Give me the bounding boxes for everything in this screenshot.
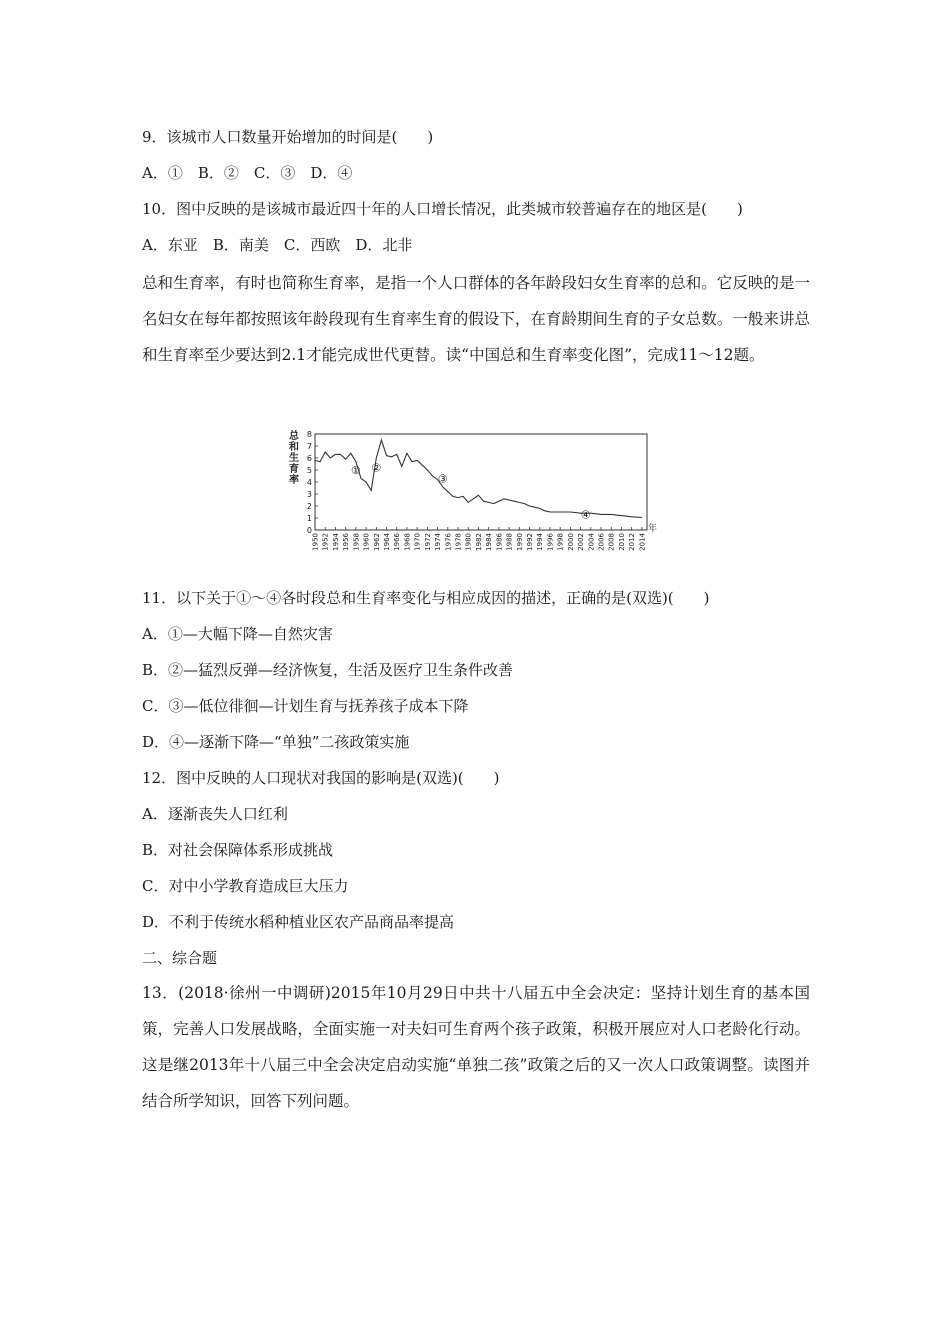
x-tick-label: 2006: [597, 533, 606, 551]
x-tick-label: 1988: [505, 533, 514, 551]
x-tick-label: 1954: [331, 533, 340, 551]
x-tick-label: 1966: [393, 533, 402, 551]
x-tick-label: 1970: [413, 533, 422, 551]
x-tick-label: 1978: [454, 533, 463, 551]
q11-option-d: D．④—逐渐下降—“单独”二孩政策实施: [142, 733, 410, 751]
q11-option-b: B．②—猛烈反弹—经济恢复，生活及医疗卫生条件改善: [142, 661, 514, 679]
x-tick-label: 2012: [628, 533, 637, 551]
x-tick-label: 2014: [638, 533, 647, 551]
x-tick-label: 1968: [403, 533, 412, 551]
q9-options: A．① B．② C．③ D．④: [142, 164, 353, 182]
q12-stem: 12．图中反映的人口现状对我国的影响是(双选)( ): [142, 769, 500, 787]
fertility-rate-chart: [285, 428, 675, 568]
y-axis-title-char: 育: [289, 464, 299, 475]
y-axis-title-char: 和: [289, 442, 299, 453]
q12-option-d: D．不利于传统水稻种植业区农产品商品率提高: [142, 913, 455, 931]
x-tick-label: 1996: [546, 533, 555, 551]
q11-option-c: C．③—低位徘徊—计划生育与抚养孩子成本下降: [142, 697, 469, 715]
x-tick-label: 1962: [372, 533, 381, 551]
x-tick-label: 1958: [352, 533, 361, 551]
annotation-label: ②: [371, 461, 382, 475]
x-tick-label: 2004: [587, 533, 596, 551]
x-tick-label: 1950: [311, 533, 320, 551]
x-tick-label: 2000: [566, 533, 575, 551]
y-axis-title-char: 总: [289, 431, 299, 442]
x-tick-label: 1956: [342, 533, 351, 551]
annotation-label: ①: [350, 464, 361, 477]
y-axis-title-char: 率: [289, 475, 299, 486]
q12-option-c: C．对中小学教育造成巨大压力: [142, 877, 349, 895]
x-tick-label: 1964: [383, 533, 392, 551]
q11-option-a: A．①—大幅下降—自然灾害: [142, 625, 333, 643]
x-tick-label: 1960: [362, 533, 371, 551]
x-tick-label: 2002: [577, 533, 586, 551]
plot-frame: [315, 434, 647, 530]
y-tick-label: 4: [306, 478, 312, 487]
x-tick-label: 1994: [536, 533, 545, 551]
q10-options: A．东亚 B．南美 C．西欧 D．北非: [142, 236, 413, 254]
annotation-label: ④: [580, 508, 591, 522]
section-title: 二、综合题: [142, 949, 218, 967]
x-tick-label: 1984: [485, 533, 494, 551]
q12-option-a: A．逐渐丧失人口红利: [142, 805, 288, 823]
y-tick-label: 3: [306, 490, 312, 499]
x-tick-label: 1982: [474, 533, 483, 551]
q11-stem: 11．以下关于①～④各时段总和生育率变化与相应成因的描述，正确的是(双选)( ): [142, 589, 710, 607]
x-tick-label: 1980: [464, 533, 473, 551]
y-tick-label: 0: [306, 526, 312, 535]
x-axis-label: 年: [648, 524, 658, 534]
y-axis-title-char: 生: [289, 453, 299, 464]
q10-stem: 10．图中反映的是该城市最近四十年的人口增长情况，此类城市较普遍存在的地区是( ): [142, 200, 743, 218]
x-tick-label: 1998: [556, 533, 565, 551]
x-tick-label: 1972: [423, 533, 432, 551]
series-line: [315, 440, 642, 517]
q13-paragraph: 13．(2018·徐州一中调研)2015年10月29日中共十八届五中全会决定：坚持计划生育的基本国策，完善人口发展战略，全面实施一对夫妇可生育两个孩子政策，积极开展应对人口老龄化行动。这是继2013年十八届三中全会决定启动实施“单独二孩”政策之后的又一次人口政策调整。读图并结合所学知识，回答下列问题。: [142, 984, 810, 1110]
y-tick-label: 2: [306, 502, 312, 511]
q9-stem: 9．该城市人口数量开始增加的时间是( ): [142, 128, 434, 146]
x-tick-label: 1992: [526, 533, 535, 551]
y-tick-label: 5: [306, 466, 312, 475]
y-tick-label: 7: [306, 442, 312, 451]
x-tick-label: 1976: [444, 533, 453, 551]
y-tick-label: 1: [306, 514, 312, 523]
q12-option-b: B．对社会保障体系形成挑战: [142, 841, 334, 859]
x-tick-label: 1990: [515, 533, 524, 551]
x-tick-label: 1986: [495, 533, 504, 551]
annotation-label: ③: [437, 472, 448, 486]
x-tick-label: 2008: [607, 533, 616, 551]
x-tick-label: 2010: [617, 533, 626, 551]
x-tick-label: 1974: [434, 533, 443, 551]
y-tick-label: 8: [306, 430, 312, 439]
y-axis-title: [289, 429, 300, 486]
intro-paragraph: 总和生育率，有时也简称生育率，是指一个人口群体的各年龄段妇女生育率的总和。它反映的是一名妇女在每年都按照该年龄段现有生育率生育的假设下，在育龄期间生育的子女总数。一般来讲总和生育率至少要达到2.1才能完成世代更替。读“中国总和生育率变化图”，完成11～12题。: [142, 274, 810, 364]
y-tick-label: 6: [306, 454, 312, 463]
x-tick-label: 1952: [321, 533, 330, 551]
